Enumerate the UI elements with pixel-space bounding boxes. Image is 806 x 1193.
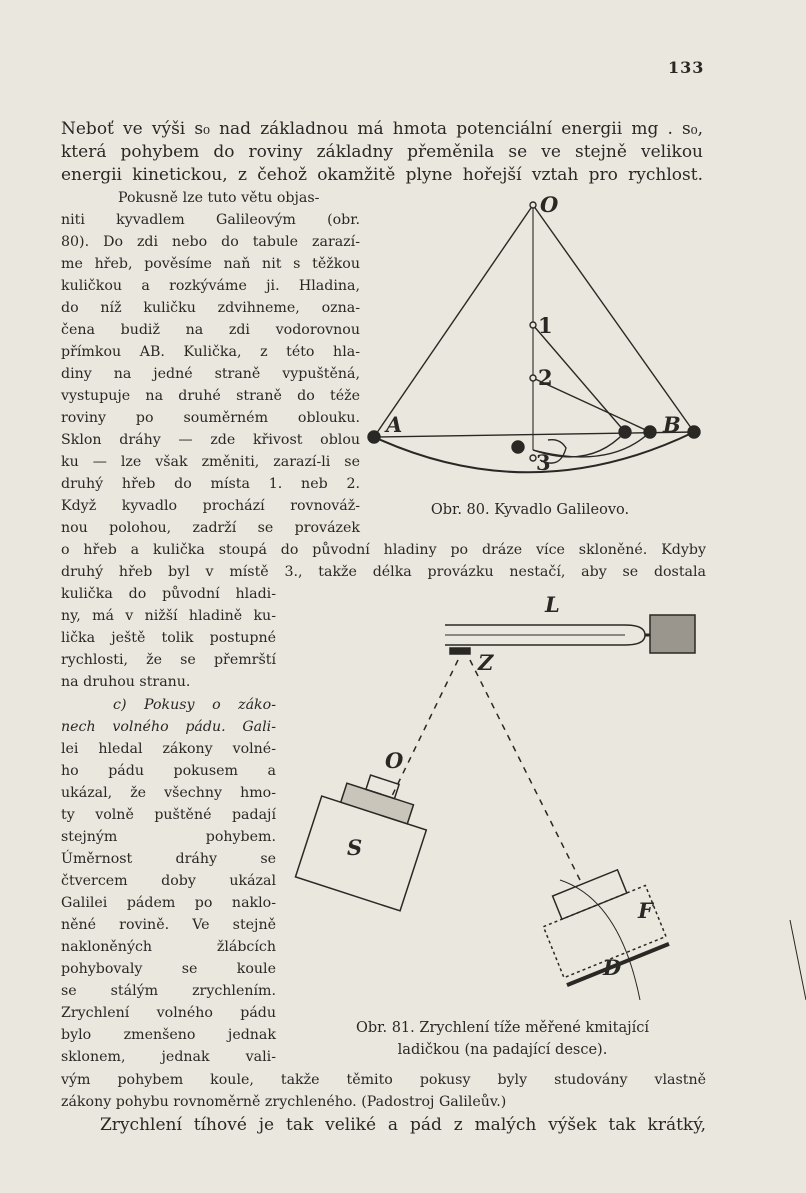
text-line: kuličkou a rozkýváme ji. Hladina,	[61, 278, 360, 294]
string-left	[374, 205, 533, 437]
text-line: Zrychlení volného pádu	[61, 1005, 276, 1021]
label-F: F	[638, 898, 653, 923]
dash-left	[390, 660, 458, 800]
label-B: B	[663, 412, 681, 437]
text-line: do níž kuličku zdvihneme, ozna-	[61, 300, 360, 316]
text-line: 80). Do zdi nebo do tabule zarazí-	[61, 234, 360, 250]
label-Z: Z	[478, 650, 494, 675]
figure-80-caption: Obr. 80. Kyvadlo Galileovo.	[430, 502, 630, 518]
text-line: roviny po souměrném oblouku.	[61, 410, 360, 426]
text-line: ho pádu pokusem a	[61, 763, 276, 779]
text-line: přímkou AB. Kulička, z této hla-	[61, 344, 360, 360]
text-line: ny, má v nižší hladině ku-	[61, 608, 276, 624]
text-line: nakloněných žlábcích	[61, 939, 276, 955]
text-line: kulička do původní hladi-	[61, 586, 276, 602]
text-line: zákony pohybu rovnoměrně zrychleného. (Padostroj Galileův.)	[61, 1094, 507, 1110]
text-line: pohybovaly se koule	[61, 961, 276, 977]
text-line: Sklon dráhy — zde křivost oblou	[61, 432, 360, 448]
label-1: 1	[538, 313, 553, 338]
arc-main	[374, 432, 694, 472]
page-number: 133	[668, 58, 705, 77]
text-line: vým pohybem koule, takže těmito pokusy byly studovány vlastně	[61, 1072, 706, 1088]
text-line: ku — lze však změniti, zarazí-li se	[61, 454, 360, 470]
label-O: O	[540, 192, 559, 217]
text-line: která pohybem do roviny základny přeměnila se ve stejně velikou	[61, 142, 703, 162]
ball-1	[619, 426, 631, 438]
text-line: se stálým zrychlením.	[61, 983, 276, 999]
caption-line: ladičkou (na padající desce).	[397, 1042, 608, 1058]
text-line: bylo zmenšeno jednak	[61, 1027, 276, 1043]
text-line: c) Pokusy o záko-	[113, 697, 276, 713]
text-line: rychlosti, že se přemrští	[61, 652, 276, 668]
text-line: lei hledal zákony volné-	[61, 741, 276, 757]
text-line: Pokusně lze tuto větu objas-	[118, 190, 320, 206]
text-line: Neboť ve výši s₀ nad základnou má hmota potenciální energii mg . s₀,	[61, 119, 703, 139]
text-line: nech volného pádu. Gali-	[61, 719, 276, 735]
label-L: L	[545, 592, 560, 617]
text-line: ty volně puštěné padají	[61, 807, 276, 823]
text-line: me hřeb, pověsíme naň nit s těžkou	[61, 256, 360, 272]
text-line: energii kinetickou, z čehož okamžitě plyne hořejší vztah pro rychlost.	[61, 165, 703, 185]
text-line: diny na jedné straně vypuštěná,	[61, 366, 360, 382]
figure-81-apparatus	[295, 615, 806, 1000]
label-3: 3	[536, 450, 551, 475]
ball-3	[512, 441, 524, 453]
text-line: o hřeb a kulička stoupá do původní hladiny po dráze více skloněné. Kdyby	[61, 542, 706, 558]
nail-O	[530, 202, 536, 208]
camera-S	[295, 763, 437, 911]
text-line: sklonem, jednak vali-	[61, 1049, 276, 1065]
label-2: 2	[538, 365, 553, 390]
ball-2	[644, 426, 656, 438]
text-line: vystupuje na druhé straně do téže	[61, 388, 360, 404]
text-line: stejným pohybem.	[61, 829, 276, 845]
text-line: nou polohou, zadrží se provázek	[61, 520, 360, 536]
text-line: čena budiž na zdi vodorovnou	[61, 322, 360, 338]
caption-line: Obr. 81. Zrychlení tíže měřené kmitající	[355, 1020, 650, 1036]
text-line: Když kyvadlo prochází rovnováž-	[61, 498, 360, 514]
nail-2	[530, 375, 536, 381]
label-D: D	[603, 955, 622, 980]
falling-plate-D	[534, 862, 669, 985]
label-S: S	[347, 835, 363, 860]
stylus-Z	[450, 648, 470, 654]
label-O-lens: O	[385, 748, 404, 773]
ball-A	[368, 431, 380, 443]
text-line: ukázal, že všechny hmo-	[61, 785, 276, 801]
ball-B	[688, 426, 700, 438]
string-right	[533, 205, 694, 432]
nail-1	[530, 322, 536, 328]
text-line: něné rovině. Ve stejně	[61, 917, 276, 933]
text-line: druhý hřeb do místa 1. neb 2.	[61, 476, 360, 492]
text-line: čtvercem doby ukázal	[61, 873, 276, 889]
text-line: lička ještě tolik postupné	[61, 630, 276, 646]
figure-80-pendulum	[368, 202, 700, 472]
text-line: Zrychlení tíhové je tak veliké a pád z malých výšek tak krátký,	[100, 1115, 706, 1135]
text-line: niti kyvadlem Galileovým (obr.	[61, 212, 360, 228]
fork-clamp	[650, 615, 695, 653]
text-line: Úměrnost dráhy se	[61, 851, 276, 867]
text-line: Galilei pádem po naklo-	[61, 895, 276, 911]
text-line: druhý hřeb byl v místě 3., takže délka provázku nestačí, aby se dostala	[61, 564, 706, 580]
dash-right	[470, 660, 580, 880]
label-A: A	[386, 412, 403, 437]
text-line: na druhou stranu.	[61, 674, 191, 690]
